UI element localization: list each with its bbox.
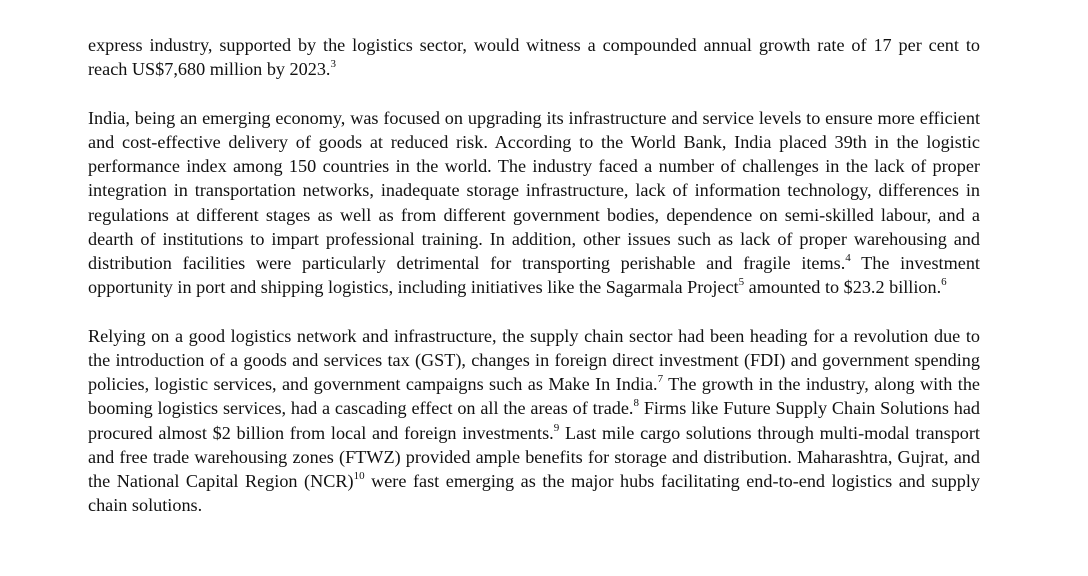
text-segment: amounted to $23.2 billion. [744, 277, 942, 298]
paragraph-india-infrastructure [88, 106, 980, 300]
text-segment: express industry, supported by the logistics sector, would witness a compounded annual growth rate of 17 per cent to reach US$7,680 million by 2023. [88, 35, 980, 80]
footnote-ref-7: 7 [657, 373, 664, 386]
text-segment: were fast emerging as the major hubs facilitating end-to-end logistics and supply chain solutions. [88, 471, 981, 516]
text-segment: India, being an emerging economy, was focused on upgrading its infrastructure and service levels to ensure more efficient and cost-effective delivery of goods at reduced risk. According to the World Bank, India placed 39th in the logistic performance index among 150 countries in the world. The industry faced a number of challenges in the lack of proper integration in transportation networks, inadequate storage infrastructure, lack of information technology, differences in regulations at different stages as well as from different government bodies, dependence on semi-skilled labour, and a dearth of institutions to impart professional training. In addition, other issues such as lack of proper warehousing and distribution facilities were particularly detrimental for transporting perishable and fragile items. [88, 107, 980, 274]
footnote-ref-8: 8 [633, 397, 639, 410]
text-segment: The growth in the industry, along with the booming logistics services, had a cascading effect on all the areas of trade. [88, 374, 980, 419]
footnote-ref-6: 6 [941, 276, 947, 289]
text-segment: Firms like Future Supply Chain Solutions had procured almost $2 billion from local and foreign investments. [88, 398, 980, 443]
footnote-ref-9: 9 [553, 421, 560, 434]
paragraph-supply-chain-revolution [88, 324, 980, 518]
text-segment: Last mile cargo solutions through multi-modal transport and free trade warehousing zones (FTWZ) provided ample benefits for storage and distribution. Maharashtra, Gujrat, and the National Capital Region (NCR) [88, 422, 980, 492]
footnote-ref-4: 4 [845, 251, 851, 264]
document-page [88, 33, 980, 542]
text-segment: The investment opportunity in port and shipping logistics, including initiatives like the Sagarmala Project [88, 253, 980, 298]
footnote-ref-3: 3 [330, 58, 336, 71]
paragraph-express-industry [88, 33, 980, 81]
footnote-ref-5: 5 [738, 276, 745, 289]
footnote-ref-10: 10 [353, 469, 365, 482]
text-segment: Relying on a good logistics network and infrastructure, the supply chain sector had been heading for a revolution due to the introduction of a goods and services tax (GST), changes in foreign direct investment (FDI) and government spending policies, logistic services, and government campaigns such as Make In India. [88, 325, 980, 395]
